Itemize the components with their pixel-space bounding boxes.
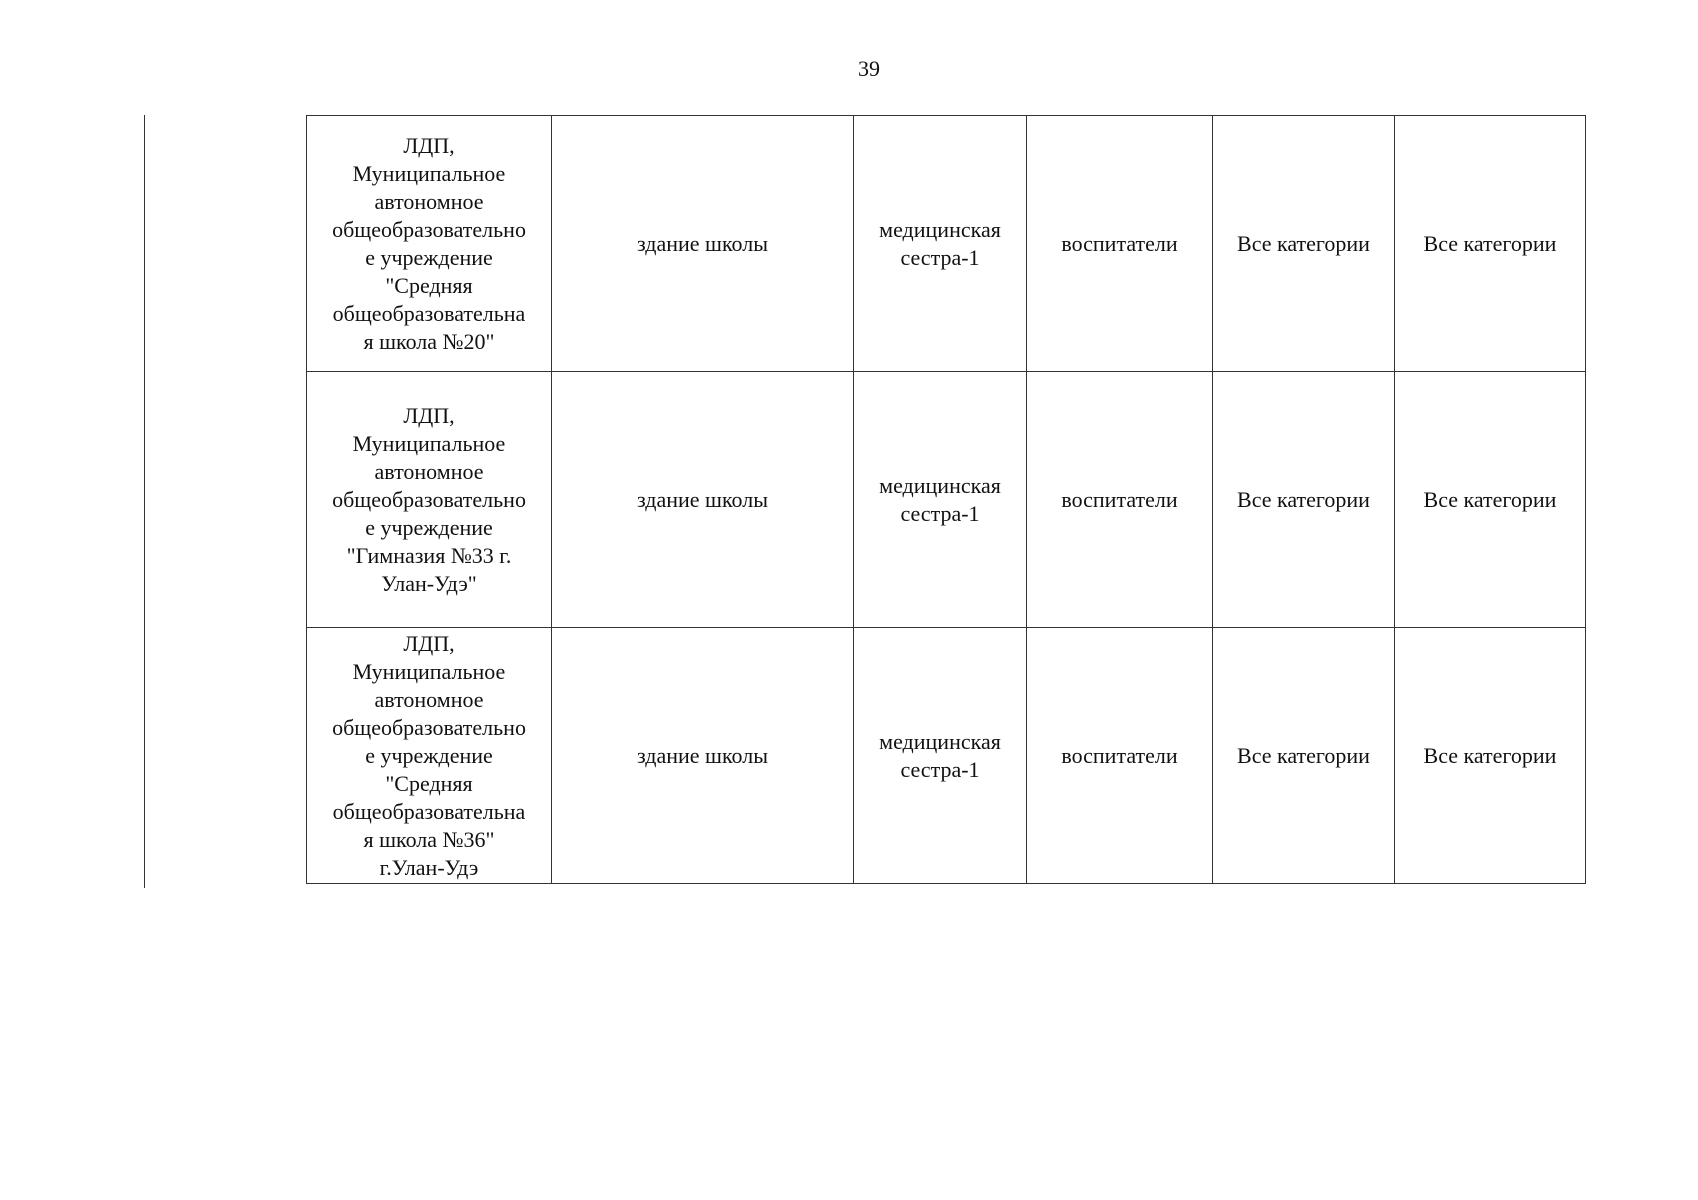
cell-category-b: Все категории — [1395, 628, 1586, 884]
data-table — [306, 115, 1586, 884]
cell-category-a: Все категории — [1213, 628, 1395, 884]
cell-location: здание школы — [552, 116, 854, 372]
cell-category-b: Все категории — [1395, 116, 1586, 372]
cell-location: здание школы — [552, 628, 854, 884]
cell-staff: воспитатели — [1027, 628, 1213, 884]
table-row — [307, 372, 1586, 628]
cell-category-b: Все категории — [1395, 372, 1586, 628]
cell-medical-staff: медицинская сестра-1 — [854, 116, 1027, 372]
cell-location: здание школы — [552, 372, 854, 628]
margin-line — [144, 115, 145, 888]
cell-medical-staff: медицинская сестра-1 — [854, 372, 1027, 628]
cell-category-a: Все категории — [1213, 372, 1395, 628]
cell-organization: ЛДП, Муниципальное автономное общеобразовательно е учреждение "Средняя общеобразовательна я школа №20" — [307, 116, 552, 372]
table-row — [307, 116, 1586, 372]
cell-organization: ЛДП, Муниципальное автономное общеобразовательно е учреждение "Средняя общеобразовательна я школа №36" г.Улан-Удэ — [307, 628, 552, 884]
cell-staff: воспитатели — [1027, 372, 1213, 628]
cell-medical-staff: медицинская сестра-1 — [854, 628, 1027, 884]
cell-organization: ЛДП, Муниципальное автономное общеобразовательно е учреждение "Гимназия №33 г. Улан-Удэ" — [307, 372, 552, 628]
table-row — [307, 628, 1586, 884]
cell-staff: воспитатели — [1027, 116, 1213, 372]
page-number: 39 — [858, 56, 880, 81]
cell-category-a: Все категории — [1213, 116, 1395, 372]
